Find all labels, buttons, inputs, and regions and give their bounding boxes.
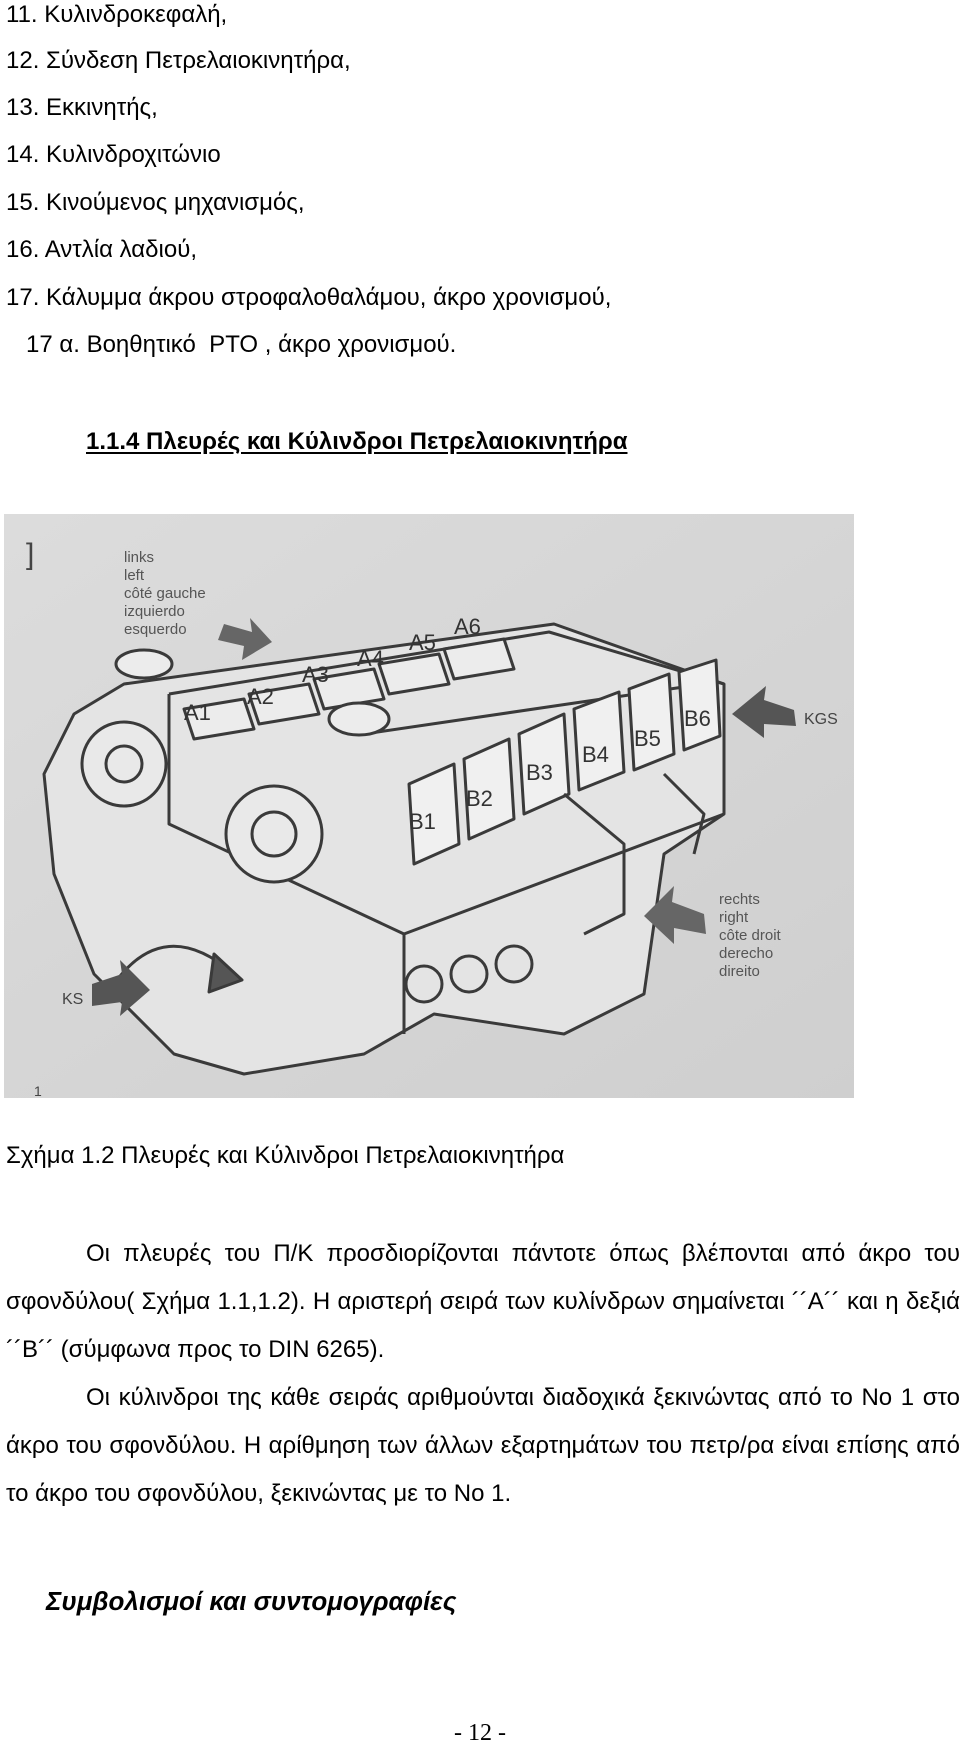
cylinder-label-a3: A3 xyxy=(302,662,329,687)
cylinder-label-b4: B4 xyxy=(582,742,609,767)
right-label-line: derecho xyxy=(719,945,774,962)
list-item: 15. Κινούμενος μηχανισμός, xyxy=(6,189,305,216)
list-item: 17. Κάλυμμα άκρου στροφαλοθαλάμου, άκρο χρονισμού, xyxy=(6,284,612,311)
kgs-label: KGS xyxy=(804,711,838,728)
cylinder-label-b5: B5 xyxy=(634,726,661,751)
cylinder-label-a1: A1 xyxy=(184,700,211,725)
cylinder-label-a5: A5 xyxy=(409,630,436,655)
cylinder-label-a2: A2 xyxy=(247,684,274,709)
left-label-line: esquerdo xyxy=(124,621,187,638)
corner-mark: ] xyxy=(26,538,35,571)
list-item: 11. Κυλινδροκεφαλή, xyxy=(6,1,228,28)
list-item: 14. Κυλινδροχιτώνιο xyxy=(6,141,221,168)
paragraph-text: Οι πλευρές του Π/Κ προσδιορίζονται πάντοτε όπως βλέπονται από άκρο του σφονδύλου( Σχήμα 1.1,1.2). Η αριστερή σειρά των κυλίνδρων σημαίνεται ´´Α´´ και η δεξιά ´´Β´´ (σύμφωνα προς το DIN 6265). xyxy=(6,1240,960,1363)
subheading: Συμβολισμοί και συντομογραφίες xyxy=(46,1586,457,1616)
cylinder-label-a6: A6 xyxy=(454,614,481,639)
engine-figure xyxy=(4,514,854,1098)
ks-label: KS xyxy=(62,991,84,1008)
list-item: 12. Σύνδεση Πετρελαιοκινητήρα, xyxy=(6,47,351,74)
left-label-line: left xyxy=(124,567,145,584)
cylinder-label-b3: B3 xyxy=(526,760,553,785)
paragraph xyxy=(6,1230,960,1374)
cylinder-label-b2: B2 xyxy=(466,786,493,811)
engine-outline xyxy=(44,624,724,1074)
list-item: 16. Αντλία λαδιού, xyxy=(6,236,197,263)
right-label-line: côte droit xyxy=(719,927,781,944)
figure-footer-mark: 1 xyxy=(34,1083,42,1098)
figure-caption: Σχήμα 1.2 Πλευρές και Κύλινδροι Πετρελαιοκινητήρα xyxy=(6,1142,565,1169)
paragraph xyxy=(6,1374,960,1518)
section-heading: 1.1.4 Πλευρές και Κύλινδροι Πετρελαιοκινητήρα xyxy=(86,428,628,455)
list-item: 13. Εκκινητής, xyxy=(6,94,158,121)
left-label-line: links xyxy=(124,549,155,566)
cylinder-label-a4: A4 xyxy=(357,646,384,671)
right-label-line: right xyxy=(719,909,749,926)
engine-diagram xyxy=(4,514,854,1098)
right-label-line: direito xyxy=(719,963,760,980)
right-label-line: rechts xyxy=(719,891,760,908)
left-label-line: izquierdo xyxy=(124,603,185,620)
list-item: 17 α. Βοηθητικό PTO , άκρο χρονισμού. xyxy=(6,331,457,358)
page-number: - 12 - xyxy=(454,1720,506,1746)
paragraph-text: Οι κύλινδροι της κάθε σειράς αριθμούνται διαδοχικά ξεκινώντας από το Νο 1 στο άκρο του σφονδύλου. Η αρίθμηση των άλλων εξαρτημάτων του πετρ/ρα είναι επίσης από το άκρο του σφονδύλου, ξεκινώντας με το Νο 1. xyxy=(6,1384,960,1507)
left-label-line: côté gauche xyxy=(124,585,206,602)
cylinder-label-b6: B6 xyxy=(684,706,711,731)
cylinder-label-b1: B1 xyxy=(409,809,436,834)
